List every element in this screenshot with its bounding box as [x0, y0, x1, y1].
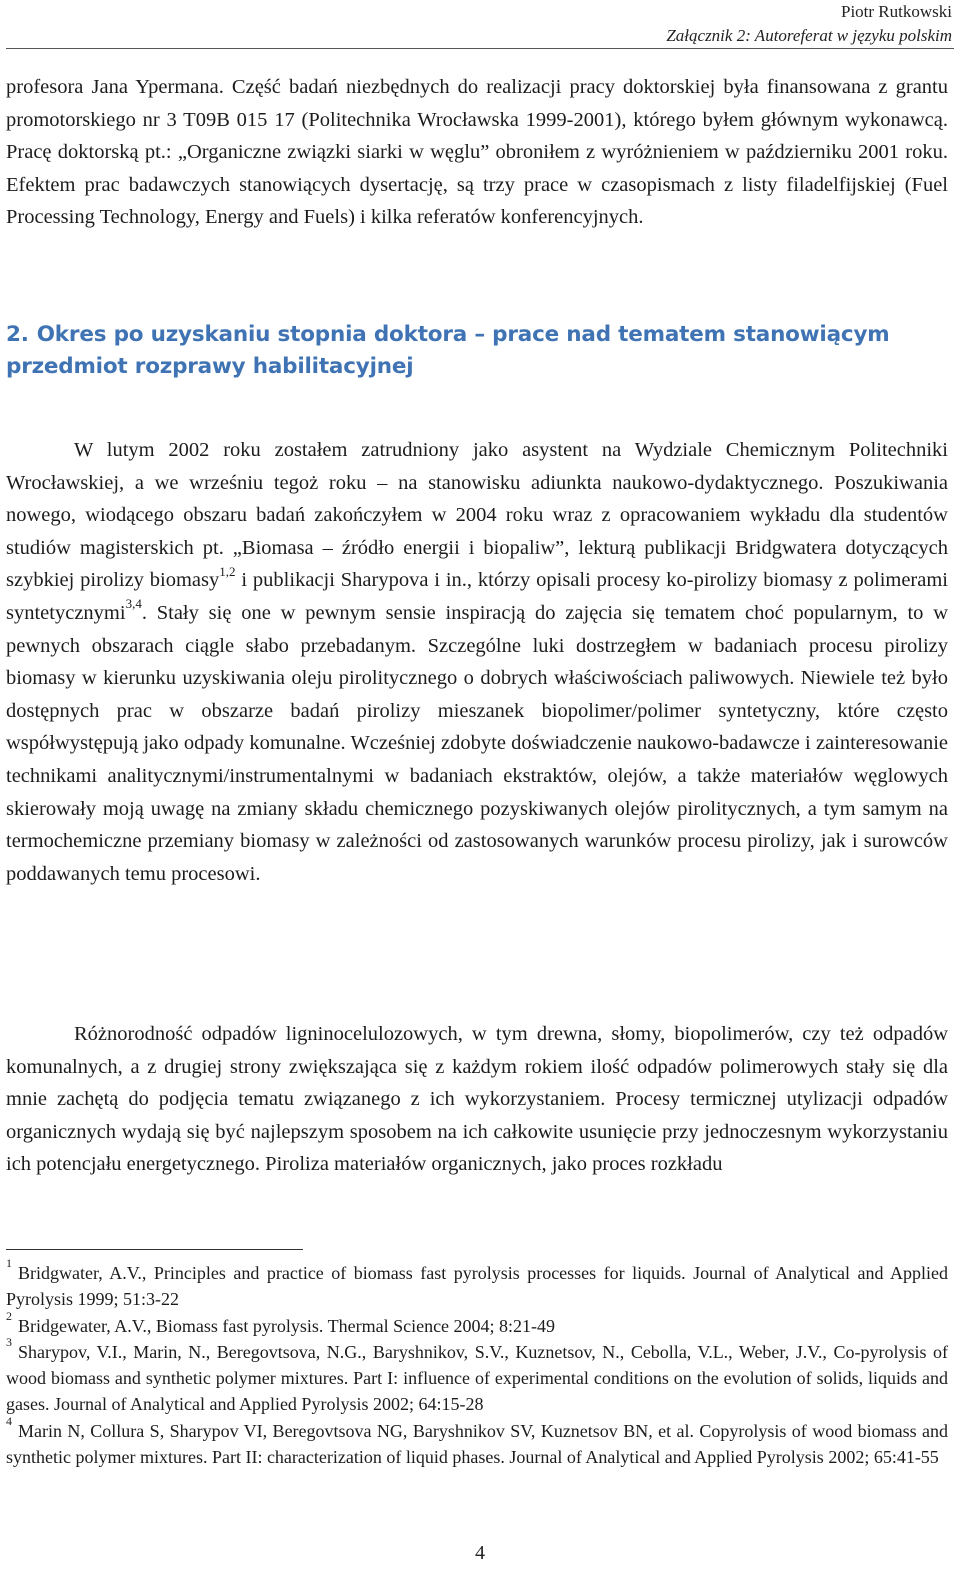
footnote-text: Bridgwater, A.V., Principles and practice of biomass fast pyrolysis processes for liquids. Journal of Analytical and Applied Pyrolysis 1999; 51:3-22	[6, 1263, 948, 1310]
paragraph-3	[6, 1018, 948, 1181]
page-number: 4	[475, 1542, 485, 1564]
page-header	[666, 0, 952, 48]
footnote-number: 4	[6, 1413, 12, 1428]
footnote-text: Bridgewater, A.V., Biomass fast pyrolysis. Thermal Science 2004; 8:21-49	[18, 1315, 556, 1336]
paragraph-2-part2: i publikacji Sharypova i in., którzy opisali procesy ko-pirolizy biomasy z polimerami syntetycznymi	[6, 569, 949, 624]
intro-paragraph	[6, 71, 948, 234]
footnote	[6, 1334, 948, 1418]
intro-paragraph-text: profesora Jana Ypermana. Część badań niezbędnych do realizacji pracy doktorskiej była finansowana z grantu promotorskiego nr 3 T09B 015 17 (Politechnika Wrocławska 1999-2001), którego byłem głównym wykonawcą. Pracę doktorską pt.: „Organiczne związki siarki w węglu” obroniłem z wyróżnieniem w październiku 2001 roku. Efektem prac badawczych stanowiących dysertację, są trzy prace w czasopismach z listy filadelfijskiej (Fuel Processing Technology, Energy and Fuels) i kilka referatów konferencyjnych.	[6, 76, 948, 229]
footnote	[6, 1413, 948, 1471]
footnote	[6, 1256, 948, 1313]
citation-superscript-2: 3,4	[125, 596, 142, 612]
footnote-number: 1	[6, 1256, 12, 1270]
paragraph-2-part3: . Stały się one w pewnym sensie inspiracją do zajęcia się tematem choć popularnym, to w pewnych obszarach ciągle słabo przebadanym. Szczególne luki dostrzegłem w badaniach procesu pirolizy biomasy w kierunku uzyskiwania oleju pirolitycznego o dobrych właściwościach paliwowych. Niewiele też było dostępnych prac w obszarze badań pirolizy mieszanek biopolimer/polimer syntetyczny, które często współwystępują jako odpady komunalne. Wcześniej zdobyte doświadczenie naukowo-badawcze i zainteresowanie technikami analitycznymi/instrumentalnymi w badaniach ekstraktów, olejów, a także materiałów węglowych skierowały moją uwagę na zmiany składu chemicznego pozyskiwanych olejów pirolitycznych, a tym samym na termochemiczne przemiany biomasy w zależności od zastosowanych warunków procesu pirolizy, jak i surowców poddawanych temu procesowi.	[6, 601, 948, 885]
footnote-text: Sharypov, V.I., Marin, N., Beregovtsova, N.G., Baryshnikov, S.V., Kuznetsov, N., Cebolla, V.L., Weber, J.V., Co-pyrolysis of wood biomass and synthetic polymer mixtures. Part I: influence of experimental conditions on the evolution of solids, liquids and gases. Journal of Analytical and Applied Pyrolysis 2002; 64:15-28	[6, 1341, 948, 1415]
header-subtitle: Załącznik 2: Autoreferat w języku polskim	[666, 26, 952, 45]
footnote-number: 2	[6, 1308, 12, 1323]
section-number: 2.	[6, 322, 29, 347]
paragraph-2-part1: W lutym 2002 roku zostałem zatrudniony jako asystent na Wydziale Chemicznym Politechniki Wrocławskiej, a we wrześniu tegoż roku – na stanowisku adiunkta naukowo-dydaktycznego. Poszukiwania nowego, wiodącego obszaru badań zakończyłem w 2004 roku wraz z opracowaniem wykładu dla studentów studiów magisterskich pt. „Biomasa – źródło energii i biopaliw”, lekturą publikacji Bridgwatera dotyczących szybkiej pirolizy biomasy	[6, 439, 948, 592]
footnote-number: 3	[6, 1334, 12, 1349]
citation-superscript-1: 1,2	[219, 563, 236, 579]
footnote	[6, 1308, 948, 1339]
footnote-divider	[6, 1249, 303, 1250]
footnote-text: Marin N, Collura S, Sharypov VI, Beregovtsova NG, Baryshnikov SV, Kuznetsov BN, et al. Copyrolysis of wood biomass and synthetic polymer mixtures. Part II: characterization of liquid phases. Journal of Analytical and Applied Pyrolysis 2002; 65:41-55	[6, 1420, 948, 1468]
section-heading	[6, 319, 948, 383]
section-title: Okres po uzyskaniu stopnia doktora – prace nad tematem stanowiącym przedmiot rozprawy habilitacyjnej	[6, 322, 890, 379]
paragraph-2	[6, 434, 948, 890]
footnotes	[6, 1256, 948, 1470]
paragraph-3-text: Różnorodność odpadów ligninocelulozowych, w tym drewna, słomy, biopolimerów, czy też odpadów komunalnych, a z drugiej strony zwiększająca się z każdym rokiem ilość odpadów polimerowych stały się dla mnie zachętą do podjęcia tematu związanego z ich wykorzystaniem. Procesy termicznej utylizacji odpadów organicznych wydają się być najlepszym sposobem na ich całkowite usunięcie przy jednoczesnym wykorzystaniu ich potencjału energetycznego. Piroliza materiałów organicznych, jako proces rozkładu	[6, 1023, 948, 1176]
header-author: Piotr Rutkowski	[841, 2, 952, 21]
header-divider	[6, 48, 954, 49]
